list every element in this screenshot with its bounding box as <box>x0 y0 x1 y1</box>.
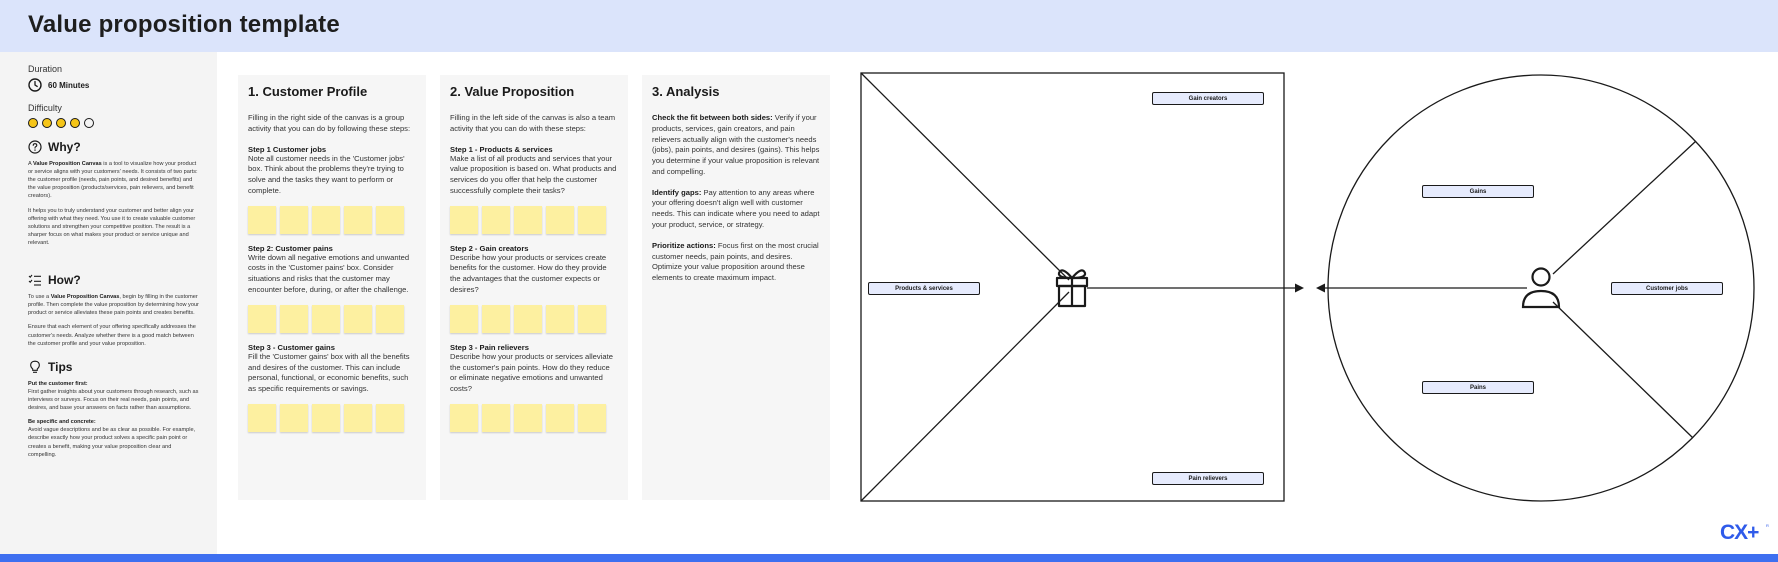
step-title: Step 3 - Customer gains <box>248 342 335 352</box>
analysis-item: Identify gaps: Pay attention to any areas where your offering doesn't align well with customer needs. This can indicate where you need to adapt your product, service, or strategy. <box>652 187 820 230</box>
difficulty-rating <box>28 118 199 128</box>
tip-1: Put the customer first: First gather insights about your customers through research, such as interviews or surveys. Focus on their real needs, pain points, and desires, and base your answers on facts rather than assumptions. <box>28 380 199 412</box>
why-text-2: It helps you to truly understand your customer and better align your offering with what they need. You use it to create valuable customer solutions and strengthen your competitive position. The result is a sharper focus on what makes your product or service unique and relevant. <box>28 207 196 246</box>
step-title: Step 1 - Products & services <box>450 144 553 154</box>
difficulty-dot-filled <box>42 118 52 128</box>
sticky-note[interactable] <box>248 305 276 333</box>
registered-mark: R <box>1766 523 1769 528</box>
sticky-note[interactable] <box>578 206 606 234</box>
value-proposition-column <box>440 75 628 500</box>
analysis-item: Check the fit between both sides: Verify if your products, services, gain creators, and pain relievers actually align with the customer's needs (jobs), pain points, and desires (gains). This helps you determine if your value proposition is relevant and compelling. <box>652 113 820 176</box>
sticky-note[interactable] <box>344 404 372 432</box>
tip-2: Be specific and concrete: Avoid vague descriptions and be as clear as possible. For example, describe exactly how your product solves a specific pain point or creates a benefit, making your value proposition clear and compelling. <box>28 419 196 458</box>
why-heading <box>28 140 199 154</box>
how-heading <box>28 273 199 287</box>
lightbulb-icon <box>28 360 42 374</box>
difficulty-dot-filled <box>56 118 66 128</box>
sticky-note-row <box>450 404 618 432</box>
brand-logo: CX+ <box>1720 521 1759 544</box>
value-proposition-title: 2. Value Proposition <box>450 84 575 99</box>
sticky-note-row <box>450 206 618 234</box>
customer-profile-column <box>238 75 426 500</box>
why-text-1: A Value Proposition Canvas is a tool to visualize how your product or service aligns with your customers' needs. It consists of two parts: the customer profile (needs, pain points, and desired benefits) and the value proposition (products/services, pain relievers, and benefit creators). <box>28 161 198 200</box>
why-title: Why? <box>48 140 81 154</box>
gift-icon <box>1057 270 1087 306</box>
sticky-note[interactable] <box>578 305 606 333</box>
sticky-note[interactable] <box>280 404 308 432</box>
sticky-note[interactable] <box>344 206 372 234</box>
sticky-note[interactable] <box>578 404 606 432</box>
analysis-item: Prioritize actions: Focus first on the most crucial customer needs, pain points, and desires. Optimize your value proposition around these elements to create maximum impact. <box>652 240 819 283</box>
sticky-note[interactable] <box>514 206 542 234</box>
sticky-note-row <box>248 206 416 234</box>
tips-heading <box>28 360 199 374</box>
products-services-label[interactable]: Products & services <box>868 282 980 295</box>
pain-relievers-label[interactable]: Pain relievers <box>1152 472 1264 485</box>
sticky-note[interactable] <box>376 404 404 432</box>
customer-profile-title: 1. Customer Profile <box>248 84 368 99</box>
sticky-note[interactable] <box>312 206 340 234</box>
difficulty-dot-filled <box>28 118 38 128</box>
page-title: Value proposition template <box>28 11 340 38</box>
how-title: How? <box>48 273 81 288</box>
how-text-2: Ensure that each element of your offering specifically addresses the customer's needs. Analyze whether there is a good match between the customer profile and your value proposition. <box>28 324 196 347</box>
step-description: Make a list of all products and services that your value proposition is based on. What products and services do you offer that help the customer successfully complete their tasks? <box>450 153 617 195</box>
step-description: Describe how your products or services create benefits for the customer. How do they provide the advantages that the customer expects or desires? <box>450 252 607 295</box>
sticky-note-row <box>450 305 618 333</box>
arrow-left-head <box>1316 284 1325 293</box>
sticky-note[interactable] <box>280 206 308 234</box>
sticky-note[interactable] <box>450 305 478 333</box>
sticky-note[interactable] <box>376 305 404 333</box>
gain-creators-label[interactable]: Gain creators <box>1152 92 1264 105</box>
step-title: Step 3 - Pain relievers <box>450 342 529 352</box>
gains-label[interactable]: Gains <box>1422 185 1534 198</box>
sticky-note-row <box>248 305 416 333</box>
step-description: Describe how your products or services alleviate the customer's pain points. How do they reduce or eliminate negative emotions and unwanted costs? <box>450 351 613 394</box>
pains-label[interactable]: Pains <box>1422 381 1534 394</box>
difficulty-dot-empty <box>84 118 94 128</box>
sticky-note[interactable] <box>514 404 542 432</box>
difficulty-dot-filled <box>70 118 80 128</box>
sticky-note[interactable] <box>248 404 276 432</box>
how-text-1: To use a Value Proposition Canvas, begin by filling in the customer profile. Then complete the value proposition by determining how your product or service alleviates these pain points and creates benefits. <box>28 294 199 317</box>
sticky-note[interactable] <box>450 404 478 432</box>
customer-jobs-label[interactable]: Customer jobs <box>1611 282 1723 295</box>
sticky-note[interactable] <box>546 404 574 432</box>
analysis-title: 3. Analysis <box>652 84 720 99</box>
sticky-note[interactable] <box>344 305 372 333</box>
clock-icon <box>28 78 42 92</box>
step-title: Step 2: Customer pains <box>248 243 333 253</box>
sticky-note[interactable] <box>312 305 340 333</box>
sticky-note[interactable] <box>546 305 574 333</box>
tips-title: Tips <box>48 359 73 374</box>
difficulty-label: Difficulty <box>28 103 62 113</box>
step-title: Step 1 Customer jobs <box>248 144 327 154</box>
duration-value: 60 Minutes <box>48 80 90 90</box>
duration-label: Duration <box>28 64 63 74</box>
sidebar <box>0 52 217 554</box>
sticky-note[interactable] <box>280 305 308 333</box>
analysis-column <box>642 75 830 500</box>
sticky-note[interactable] <box>482 206 510 234</box>
value-proposition-canvas <box>855 70 1760 510</box>
header-banner <box>0 0 1778 52</box>
step-title: Step 2 - Gain creators <box>450 243 529 253</box>
step-description: Write down all negative emotions and unwanted costs in the 'Customer pains' box. Consider situations and risks that the customer may encounter before, during, or after the challenge. <box>248 252 410 295</box>
sticky-note[interactable] <box>482 404 510 432</box>
sticky-note[interactable] <box>482 305 510 333</box>
step-description: Fill the 'Customer gains' box with all the benefits and desires of the customer. This can include personal, functional, or economic benefits, such as specific requirements or savings. <box>248 351 410 394</box>
step-description: Note all customer needs in the 'Customer jobs' box. Think about the problems they're trying to solve and the tasks they want to perform or complete. <box>248 153 405 195</box>
sticky-note-row <box>248 404 416 432</box>
sticky-note[interactable] <box>312 404 340 432</box>
sticky-note[interactable] <box>376 206 404 234</box>
sticky-note[interactable] <box>450 206 478 234</box>
question-icon <box>28 140 42 154</box>
sticky-note[interactable] <box>514 305 542 333</box>
bottom-accent-bar <box>0 554 1778 562</box>
sticky-note[interactable] <box>248 206 276 234</box>
arrow-right-head <box>1295 284 1304 293</box>
duration-row <box>28 78 199 92</box>
sticky-note[interactable] <box>546 206 574 234</box>
value-proposition-intro: Filling in the left side of the canvas is also a team activity that you can do with these steps: <box>450 113 616 133</box>
customer-profile-intro: Filling in the right side of the canvas is a group activity that you can do by following these steps: <box>248 113 411 133</box>
checklist-icon <box>28 273 42 287</box>
